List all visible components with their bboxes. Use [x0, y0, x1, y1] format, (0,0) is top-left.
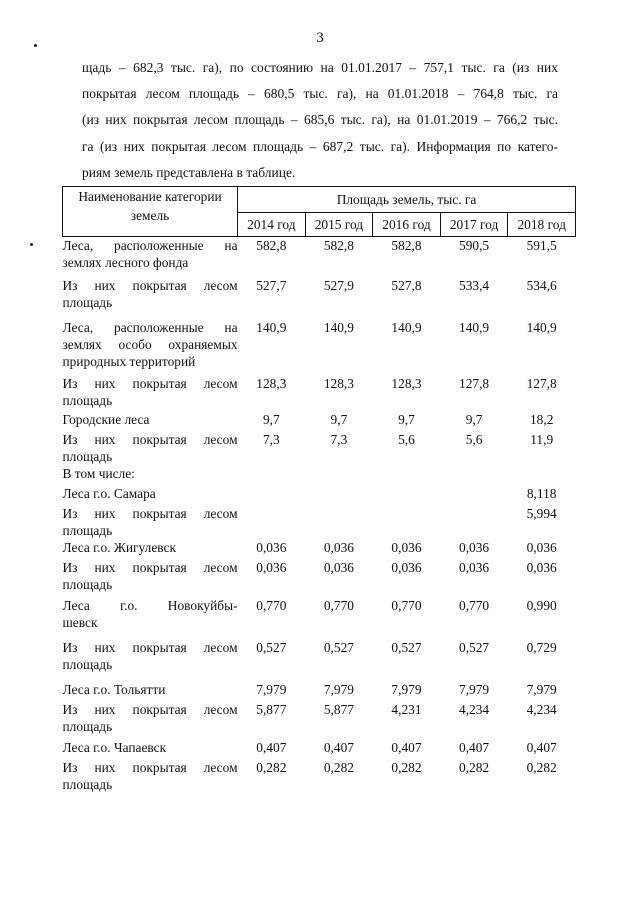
value-cell: 527,8	[391, 277, 422, 293]
value-cell: 591,5	[526, 238, 557, 253]
category-name-line: Из них покрытая лесом	[62, 277, 238, 293]
value-cell: 0,770	[323, 597, 354, 613]
value-cell: 0,036	[256, 539, 287, 555]
value-cell: 0,407	[459, 739, 490, 755]
category-name-cell	[63, 375, 238, 411]
table-row	[63, 319, 576, 375]
category-name-line: Леса г.о. Чапаевск	[62, 739, 167, 755]
table-row	[63, 539, 576, 559]
table-row	[63, 639, 576, 681]
value-cell: 7,979	[526, 681, 557, 697]
category-name-line: Леса, расположенные на	[62, 319, 238, 335]
value-cell: 9,7	[465, 411, 483, 427]
value-cell: 0,527	[459, 639, 490, 655]
table-row	[63, 759, 576, 797]
value-cell	[238, 485, 306, 505]
category-name-line: Леса г.о. Самара	[62, 485, 156, 501]
category-name-cell	[63, 465, 238, 485]
paragraph-line: га (из них покрытая лесом площадь – 687,2 тыс. га). Информация по катего-	[82, 138, 558, 154]
value-cell	[440, 505, 508, 539]
value-cell: 4,231	[391, 701, 422, 717]
category-name-line: площадь	[62, 448, 113, 464]
category-name-line: Из них покрытая лесом	[62, 559, 238, 575]
value-cell: 0,770	[256, 597, 287, 613]
value-cell: 0,036	[391, 559, 422, 575]
value-cell: 0,990	[526, 597, 557, 613]
value-cell: 0,036	[526, 559, 557, 575]
value-cell: 127,8	[526, 375, 557, 391]
value-cell	[373, 465, 441, 485]
value-cell: 140,9	[391, 319, 422, 335]
table-row	[63, 237, 576, 277]
value-cell: 4,234	[459, 701, 490, 717]
page-number: 3	[316, 30, 324, 46]
category-name-line: площадь	[62, 576, 113, 592]
category-name-cell	[63, 639, 238, 681]
value-cell: 140,9	[323, 319, 354, 335]
table-row	[63, 277, 576, 319]
value-cell: 0,527	[256, 639, 287, 655]
value-cell: 127,8	[459, 375, 490, 391]
value-cell: 11,9	[530, 431, 554, 447]
value-cell: 533,4	[459, 277, 490, 293]
category-column-header: Наименование категории земель	[63, 187, 238, 237]
category-name-line: площадь	[62, 718, 113, 734]
scan-speck	[34, 44, 37, 47]
value-cell: 5,6	[398, 431, 415, 447]
value-cell: 0,729	[526, 639, 557, 655]
category-name-line: Из них покрытая лесом	[62, 505, 238, 521]
category-name-line: Леса г.о. Новокуйбы-	[62, 597, 238, 613]
value-cell: 140,9	[256, 319, 287, 335]
value-cell	[305, 485, 373, 505]
year-header: 2016 год	[373, 213, 441, 237]
category-name-line: Из них покрытая лесом	[62, 639, 238, 655]
category-name-cell	[63, 759, 238, 797]
value-cell: 7,979	[391, 681, 422, 697]
table-row	[63, 559, 576, 597]
category-name-line: землях особо охраняемых	[62, 336, 238, 352]
area-group-header: Площадь земель, тыс. га	[238, 187, 576, 213]
table-row	[63, 505, 576, 539]
category-name-line: площадь	[62, 294, 113, 310]
value-cell: 0,407	[391, 739, 422, 755]
year-header: 2014 год	[238, 213, 306, 237]
scan-speck	[30, 243, 33, 246]
category-name-line: Из них покрытая лесом	[62, 759, 238, 775]
land-area-table	[62, 186, 576, 797]
category-name-line: Леса г.о. Тольятти	[62, 681, 166, 697]
category-name-cell	[63, 701, 238, 739]
value-cell: 0,282	[323, 759, 354, 775]
category-name-line: площадь	[62, 392, 113, 408]
value-cell: 7,3	[330, 431, 348, 447]
value-cell: 0,036	[391, 539, 422, 555]
value-cell: 128,3	[323, 375, 354, 391]
category-name-line: природных территорий	[62, 353, 196, 369]
table-row	[63, 411, 576, 431]
category-name-cell	[63, 237, 238, 277]
category-name-cell	[63, 559, 238, 597]
table-row	[63, 465, 576, 485]
value-cell: 534,6	[526, 277, 557, 293]
value-cell: 590,5	[459, 238, 490, 253]
year-header: 2018 год	[508, 213, 576, 237]
value-cell: 0,770	[391, 597, 422, 613]
value-cell: 0,036	[459, 559, 490, 575]
body-paragraph	[82, 55, 558, 186]
value-cell: 0,036	[526, 539, 557, 555]
category-name-line: Из них покрытая лесом	[62, 701, 238, 717]
value-cell: 0,407	[256, 739, 287, 755]
value-cell: 128,3	[256, 375, 287, 391]
category-name-cell	[63, 411, 238, 431]
value-cell: 0,036	[323, 539, 354, 555]
paragraph-line: покрытая лесом площадь – 680,5 тыс. га), на 01.01.2018 – 764,8 тыс. га	[82, 86, 558, 102]
value-cell: 9,7	[398, 411, 415, 427]
category-name-line: Леса, расположенные на	[62, 238, 238, 253]
value-cell: 0,527	[323, 639, 354, 655]
value-cell: 0,036	[323, 559, 354, 575]
value-cell	[440, 485, 508, 505]
value-cell: 0,770	[459, 597, 490, 613]
value-cell: 5,877	[323, 701, 354, 717]
value-cell: 0,036	[459, 539, 490, 555]
value-cell: 7,3	[262, 431, 280, 447]
paragraph-line: (из них покрытая лесом площадь – 685,6 тыс. га), на 01.01.2019 – 766,2 тыс.	[82, 112, 558, 128]
category-name-line: Леса г.о. Жигулевск	[62, 539, 176, 555]
value-cell: 0,527	[391, 639, 422, 655]
table-row	[63, 739, 576, 759]
value-cell: 5,877	[256, 701, 287, 717]
value-cell: 0,282	[459, 759, 490, 775]
value-cell	[305, 505, 373, 539]
category-name-line: Из них покрытая лесом	[62, 431, 238, 447]
category-name-cell	[63, 319, 238, 375]
table-row	[63, 485, 576, 505]
value-cell: 9,7	[262, 411, 280, 427]
category-name-line: площадь	[62, 656, 113, 672]
value-cell: 0,282	[526, 759, 557, 775]
value-cell: 7,979	[256, 681, 287, 697]
value-cell: 582,8	[323, 238, 354, 253]
year-header: 2017 год	[440, 213, 508, 237]
paragraph-line: риям земель представлена в таблице.	[82, 164, 296, 180]
value-cell: 8,118	[526, 485, 557, 501]
value-cell: 527,7	[256, 277, 287, 293]
value-cell	[238, 465, 306, 485]
value-cell: 140,9	[459, 319, 490, 335]
value-cell: 582,8	[256, 238, 287, 253]
value-cell: 582,8	[391, 238, 422, 253]
category-name-cell	[63, 739, 238, 759]
value-cell	[440, 465, 508, 485]
value-cell: 5,6	[465, 431, 483, 447]
table-row	[63, 681, 576, 701]
category-name-cell	[63, 431, 238, 465]
value-cell: 0,282	[256, 759, 287, 775]
value-cell	[508, 465, 576, 485]
value-cell	[373, 485, 441, 505]
category-name-cell	[63, 539, 238, 559]
year-header: 2015 год	[305, 213, 373, 237]
value-cell: 7,979	[323, 681, 354, 697]
category-name-line: землях лесного фонда	[62, 255, 189, 270]
value-cell: 0,407	[323, 739, 354, 755]
value-cell: 9,7	[330, 411, 348, 427]
category-name-line: Из них покрытая лесом	[62, 375, 238, 391]
value-cell: 18,2	[529, 411, 554, 427]
value-cell: 527,9	[323, 277, 354, 293]
table-row	[63, 431, 576, 465]
category-name-cell	[63, 505, 238, 539]
category-name-line: Городские леса	[62, 411, 150, 427]
category-name-cell	[63, 681, 238, 701]
category-name-cell	[63, 597, 238, 639]
table-row	[63, 375, 576, 411]
table-row	[63, 597, 576, 639]
category-name-line: площадь	[62, 522, 113, 538]
value-cell: 0,036	[256, 559, 287, 575]
paragraph-line: щадь – 682,3 тыс. га), по состоянию на 01.01.2017 – 757,1 тыс. га (из них	[82, 60, 558, 75]
value-cell	[305, 465, 373, 485]
table-row	[63, 701, 576, 739]
category-name-cell	[63, 277, 238, 319]
value-cell: 5,994	[526, 505, 557, 521]
value-cell: 4,234	[526, 701, 557, 717]
value-cell: 128,3	[391, 375, 422, 391]
value-cell	[238, 505, 306, 539]
value-cell: 7,979	[459, 681, 490, 697]
category-name-line: В том числе:	[62, 465, 135, 481]
value-cell: 140,9	[526, 319, 557, 335]
value-cell: 0,407	[526, 739, 557, 755]
value-cell: 0,282	[391, 759, 422, 775]
table-body	[63, 237, 576, 797]
category-name-line: шевск	[62, 614, 98, 630]
category-name-cell	[63, 485, 238, 505]
value-cell	[373, 505, 441, 539]
category-name-line: площадь	[62, 776, 113, 792]
